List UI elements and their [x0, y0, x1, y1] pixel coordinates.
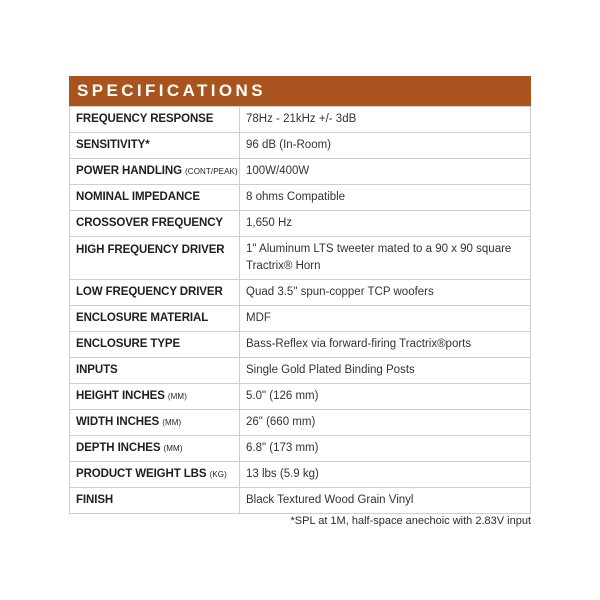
spec-label-text: ENCLOSURE TYPE	[76, 338, 181, 350]
spec-row-product-weight	[70, 462, 531, 488]
spec-label	[70, 306, 240, 332]
spec-label-text: CROSSOVER FREQUENCY	[76, 217, 223, 229]
spec-value: 100W/400W	[240, 159, 531, 185]
spec-footnote: *SPL at 1M, half-space anechoic with 2.83V input	[290, 515, 531, 527]
spec-label-text: FINISH	[76, 494, 114, 506]
spec-row-high-frequency-driver	[70, 237, 531, 280]
spec-label-text: NOMINAL IMPEDANCE	[76, 191, 200, 203]
spec-row-nominal-impedance	[70, 185, 531, 211]
spec-label-text: LOW FREQUENCY DRIVER	[76, 286, 223, 298]
spec-row-power-handling	[70, 159, 531, 185]
spec-label-text: POWER HANDLING	[76, 165, 182, 177]
spec-label	[70, 358, 240, 384]
spec-value: 6.8" (173 mm)	[240, 436, 531, 462]
spec-row-depth	[70, 436, 531, 462]
spec-label-text: SENSITIVITY*	[76, 139, 150, 151]
spec-value: 5.0" (126 mm)	[240, 384, 531, 410]
spec-label	[70, 332, 240, 358]
spec-label-text: ENCLOSURE MATERIAL	[76, 312, 209, 324]
spec-label	[70, 159, 240, 185]
spec-row-width	[70, 410, 531, 436]
spec-header-title: SPECIFICATIONS	[77, 81, 266, 100]
spec-value: Bass-Reflex via forward-firing Tractrix®ports	[240, 332, 531, 358]
spec-row-sensitivity	[70, 133, 531, 159]
spec-value: 1,650 Hz	[240, 211, 531, 237]
spec-row-finish	[70, 488, 531, 514]
spec-sheet	[69, 76, 531, 514]
spec-label-text: WIDTH INCHES	[76, 416, 160, 428]
spec-label	[70, 462, 240, 488]
spec-label	[70, 237, 240, 280]
spec-row-inputs	[70, 358, 531, 384]
spec-value: 26" (660 mm)	[240, 410, 531, 436]
spec-label	[70, 488, 240, 514]
spec-label-unit: (MM)	[162, 418, 182, 427]
spec-table	[69, 106, 531, 514]
spec-value: 8 ohms Compatible	[240, 185, 531, 211]
spec-label-unit: (CONT/PEAK)	[185, 167, 238, 176]
spec-row-frequency-response	[70, 107, 531, 133]
spec-label	[70, 280, 240, 306]
spec-row-enclosure-type	[70, 332, 531, 358]
spec-label-unit: (MM)	[167, 392, 187, 401]
spec-row-low-frequency-driver	[70, 280, 531, 306]
spec-label-text: HEIGHT INCHES	[76, 390, 165, 402]
spec-label-text: PRODUCT WEIGHT LBS	[76, 468, 207, 480]
spec-label	[70, 211, 240, 237]
spec-label-text: HIGH FREQUENCY DRIVER	[76, 244, 225, 256]
spec-value: 13 lbs (5.9 kg)	[240, 462, 531, 488]
spec-label	[70, 107, 240, 133]
spec-label-text: INPUTS	[76, 364, 118, 376]
spec-value: Quad 3.5" spun-copper TCP woofers	[240, 280, 531, 306]
spec-label	[70, 133, 240, 159]
spec-value: MDF	[240, 306, 531, 332]
spec-value: 78Hz - 21kHz +/- 3dB	[240, 107, 531, 133]
spec-header	[69, 76, 531, 106]
spec-label	[70, 384, 240, 410]
spec-label	[70, 436, 240, 462]
spec-label-unit: (KG)	[209, 470, 227, 479]
spec-value: 1" Aluminum LTS tweeter mated to a 90 x 90 square Tractrix® Horn	[240, 237, 531, 280]
spec-label-text: FREQUENCY RESPONSE	[76, 113, 214, 125]
spec-label-text: DEPTH INCHES	[76, 442, 161, 454]
spec-row-enclosure-material	[70, 306, 531, 332]
spec-value: Black Textured Wood Grain Vinyl	[240, 488, 531, 514]
spec-label-unit: (MM)	[163, 444, 183, 453]
spec-value: 96 dB (In-Room)	[240, 133, 531, 159]
spec-value: Single Gold Plated Binding Posts	[240, 358, 531, 384]
spec-label	[70, 185, 240, 211]
spec-row-height	[70, 384, 531, 410]
spec-label	[70, 410, 240, 436]
spec-row-crossover-frequency	[70, 211, 531, 237]
